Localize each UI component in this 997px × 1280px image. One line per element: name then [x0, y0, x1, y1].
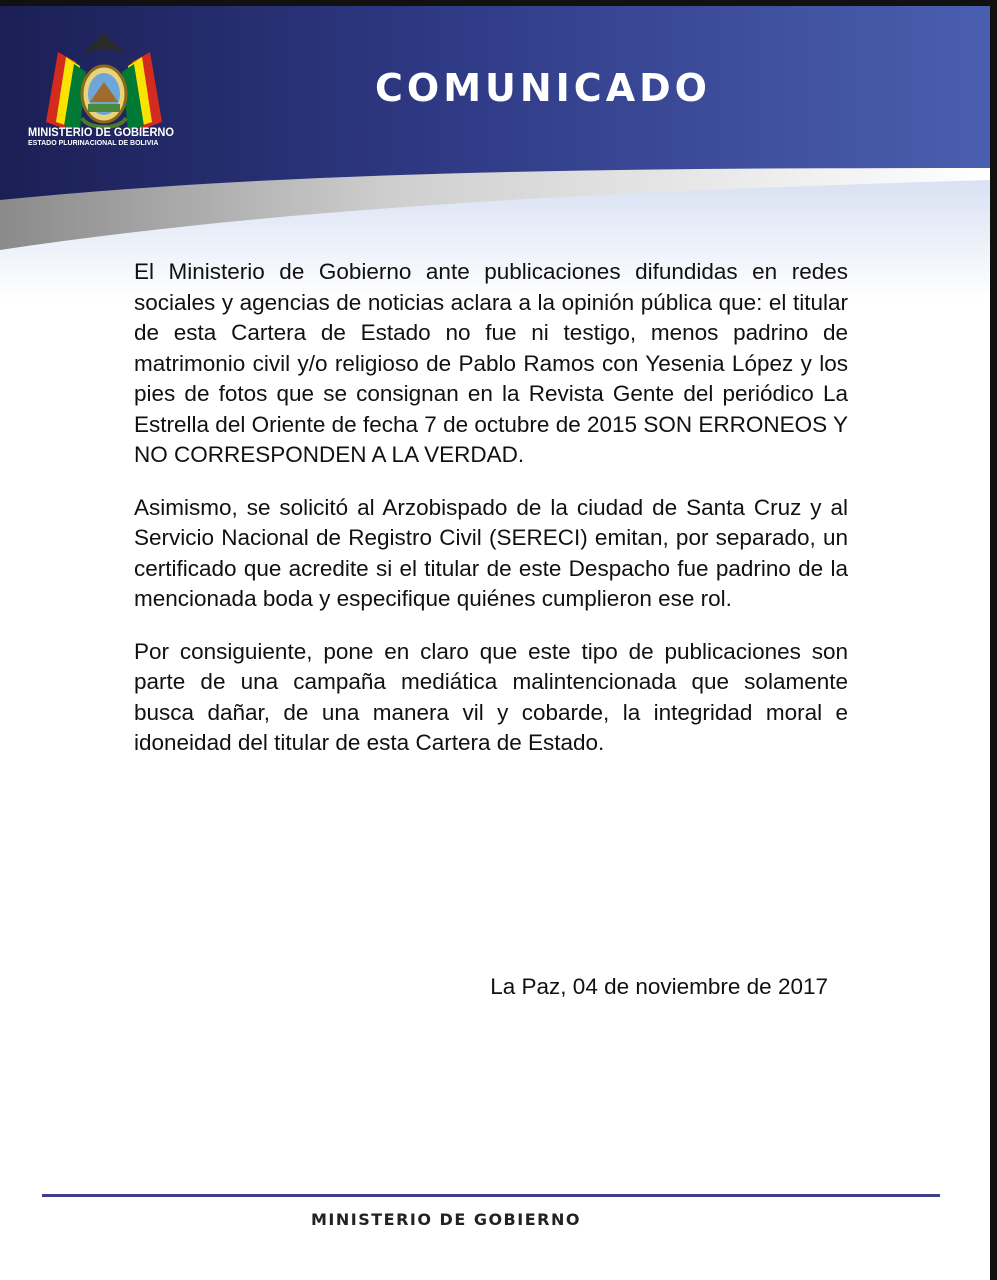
paragraph-3: Por consiguiente, pone en claro que este tipo de publicaciones son parte de una campaña mediática malintencionada que solamente busca dañar, de una manera vil y cobarde, la integridad moral e idoneidad del titular de esta Cartera de Estado.	[134, 638, 848, 755]
footer-divider	[42, 1194, 940, 1197]
communique-body	[134, 257, 848, 781]
paragraph-1: El Ministerio de Gobierno ante publicaciones difundidas en redes sociales y agencias de noticias aclara a la opinión pública que: el titular de esta Cartera de Estado no fue ni testigo, menos padrino de matrimonio civil y/o religioso de Pablo Ramos con Yesenia López y los pies de fotos que se consignan en la Revista Gente del periódico La Estrella del Oriente de fecha 7 de octubre de 2015 SON ERRONEOS Y NO CORRESPONDEN A LA VERDAD.	[134, 259, 848, 467]
screen-edge-top	[0, 0, 997, 6]
screen-edge-right	[990, 0, 997, 1280]
signature-date: La Paz, 04 de noviembre de 2017	[490, 974, 828, 999]
paragraph-2: Asimismo, se solicitó al Arzobispado de la ciudad de Santa Cruz y al Servicio Nacional de Registro Civil (SERECI) emitan, por separado, un certificado que acredite si el titular de este Despacho fue padrino de la mencionada boda y especifique quiénes cumplieron ese rol.	[134, 494, 848, 611]
logo-state-name: ESTADO PLURINACIONAL DE BOLIVIA	[28, 140, 159, 147]
footer-ministry-name: MINISTERIO DE GOBIERNO	[311, 1210, 581, 1229]
page-title: COMUNICADO	[375, 66, 711, 110]
logo-ministry-name: MINISTERIO DE GOBIERNO	[28, 125, 174, 139]
